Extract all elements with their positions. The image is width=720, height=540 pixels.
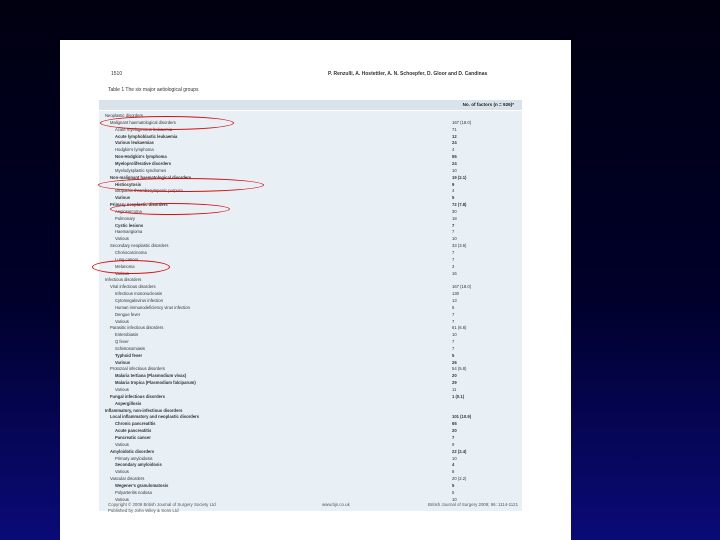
- table-row: [99, 462, 522, 468]
- row-value: 4: [452, 188, 455, 194]
- row-value: 11: [452, 387, 457, 392]
- table-row: [99, 449, 522, 455]
- row-label: Primary neoplastic disorders: [110, 202, 168, 207]
- highlight-ring-non-malignant-haematological: [98, 178, 264, 192]
- row-value: 9: [452, 441, 455, 447]
- footer-url: www.bjs.co.uk: [322, 502, 350, 507]
- row-label: Infectious mononucleosis: [115, 291, 163, 297]
- footer-copyright: Copyright © 2009 British Journal of Surgery Society Ltd: [108, 502, 216, 507]
- table-row: [99, 271, 522, 277]
- row-label: Acute lymphoblastic leukaemia: [115, 133, 178, 139]
- table-row: [99, 223, 522, 229]
- row-label: Malaria tropica (Plasmodium falciparum): [115, 380, 196, 386]
- table-row: [99, 360, 522, 366]
- table-row: [99, 421, 522, 427]
- row-value: 8: [452, 469, 455, 475]
- row-label: Various leukaemias: [115, 140, 154, 146]
- row-label: Wegener's granulomatosis: [115, 482, 169, 488]
- row-label: Malignant haematological disorders: [110, 119, 176, 125]
- row-value: 71: [452, 126, 457, 132]
- table-row: [99, 236, 522, 242]
- row-value: 1 (0.1): [452, 393, 465, 399]
- row-label: Non-Hodgkin's lymphoma: [115, 154, 167, 160]
- table-row: [99, 435, 522, 441]
- row-label: Chronic pancreatitis: [115, 421, 156, 427]
- row-value: 7: [452, 318, 455, 324]
- row-label: Pulmonary: [115, 215, 136, 221]
- row-label: Melanoma: [115, 263, 135, 269]
- row-label: Malaria tertiana (Plasmodium vivax): [115, 373, 187, 379]
- row-label: Q fever: [115, 339, 129, 344]
- row-value: 22 (2.4): [452, 448, 467, 454]
- table-row: [99, 353, 522, 359]
- table-row: [99, 319, 522, 325]
- table-row: [99, 229, 522, 235]
- table-row: [99, 154, 522, 160]
- row-label: Fungal infectious disorders: [110, 393, 165, 399]
- row-value: 130: [452, 291, 459, 297]
- table-row: [99, 442, 522, 448]
- table-row: [99, 325, 522, 331]
- table-row: [99, 387, 522, 393]
- row-value: 7: [452, 250, 455, 255]
- table-row: [99, 332, 522, 338]
- table-row: [99, 250, 522, 256]
- row-value: 7: [452, 256, 455, 262]
- footer-journal: British Journal of Surgery 2009; 96: 1114-1121: [428, 502, 519, 507]
- row-label: Various: [115, 195, 131, 201]
- row-value: 101 (10.9): [452, 414, 472, 420]
- row-value: 20: [452, 373, 457, 379]
- row-value: 9: [452, 181, 455, 187]
- row-value: 4: [452, 462, 455, 468]
- row-value: 20 (2.2): [452, 476, 467, 481]
- highlight-ring-neoplastic: [100, 116, 234, 130]
- table-row: [99, 490, 522, 496]
- row-label: Schistosomiasis: [115, 345, 146, 351]
- row-value: 20: [452, 428, 457, 434]
- journal-page: [60, 40, 571, 540]
- row-label: Lung cancer: [115, 256, 139, 262]
- row-label: Various: [115, 359, 131, 365]
- table-row: [99, 483, 522, 489]
- row-value: 7: [452, 345, 455, 351]
- row-value: 61 (6.6): [452, 325, 467, 331]
- row-value: 18: [452, 215, 457, 221]
- row-value: 24: [452, 160, 457, 166]
- column-header: No. of factors (n = 926)*: [462, 102, 514, 107]
- row-value: 10: [452, 236, 457, 242]
- table-row: [99, 277, 522, 283]
- table-row: [99, 373, 522, 379]
- table-row: [99, 456, 522, 462]
- row-value: 12: [452, 133, 457, 139]
- row-value: 5: [452, 195, 455, 201]
- row-label: Various: [115, 469, 129, 475]
- row-value: 33 (3.6): [452, 243, 467, 249]
- row-label: Aspergillosis: [115, 400, 142, 406]
- row-label: Various: [115, 236, 129, 242]
- table-row: [99, 134, 522, 140]
- row-value: 13: [452, 297, 457, 303]
- row-label: Acute pancreatitis: [115, 428, 152, 434]
- row-value: 10: [452, 455, 457, 461]
- row-label: Choriocarcinoma: [115, 250, 147, 255]
- row-label: Myelodysplastic syndromes: [115, 167, 167, 173]
- row-value: 7: [452, 434, 455, 440]
- row-label: Local inflammatory and neoplastic disorders: [110, 414, 200, 420]
- table-row: [99, 161, 522, 167]
- row-label: Haemangioma: [115, 229, 143, 235]
- table-row: [99, 394, 522, 400]
- row-value: 10: [452, 496, 457, 502]
- row-label: Human immunodeficiency virus infection: [115, 304, 190, 310]
- table-row: [99, 401, 522, 407]
- row-label: Typhoid fever: [115, 352, 143, 358]
- row-label: Pancreatic cancer: [115, 434, 151, 440]
- row-label: Viral infectious disorders: [110, 284, 156, 290]
- row-value: 5: [452, 489, 455, 495]
- row-label: Enterobiasis: [115, 332, 139, 338]
- row-value: 7: [452, 229, 455, 235]
- row-label: Neoplastic disorders: [105, 113, 143, 118]
- table-body: [99, 111, 522, 511]
- row-value: 5: [452, 482, 455, 488]
- row-value: 29: [452, 380, 457, 386]
- highlight-ring-infectious: [92, 260, 170, 274]
- table-row: [99, 408, 522, 414]
- row-label: Amyloidotic disorders: [110, 448, 155, 454]
- row-label: Parasitic infectious disorders: [110, 325, 164, 331]
- row-value: 4: [452, 147, 455, 153]
- row-label: Hodgkin's lymphoma: [115, 147, 154, 153]
- row-value: 26: [452, 359, 457, 365]
- row-label: Dengue fever: [115, 311, 141, 317]
- row-value: 7: [452, 222, 455, 228]
- row-label: Various: [115, 387, 129, 392]
- table-row: [99, 469, 522, 475]
- row-value: 3: [452, 263, 455, 269]
- row-label: Cytomegalovirus infection: [115, 297, 163, 303]
- row-label: Various: [115, 270, 129, 276]
- table-row: [99, 284, 522, 290]
- table-row: [99, 140, 522, 146]
- table-row: [99, 291, 522, 297]
- page-number: 1510: [111, 71, 123, 77]
- row-label: Various: [115, 496, 129, 502]
- row-label: Various: [115, 318, 129, 324]
- row-value: 16: [452, 270, 457, 276]
- row-value: 72 (7.8): [452, 202, 467, 207]
- table-row: [99, 414, 522, 420]
- table-row: [99, 380, 522, 386]
- table-row: [99, 147, 522, 153]
- row-label: Secondary amyloidosis: [115, 462, 162, 468]
- row-label: Histiocytosis: [115, 181, 142, 187]
- row-label: Secondary neoplastic disorders: [110, 243, 169, 249]
- running-header-authors: P. Renzulli, A. Hostettler, A. N. Schoepfer, D. Gloor and D. Candinas: [328, 71, 488, 77]
- row-value: 10: [452, 332, 457, 338]
- row-label: Non-malignant haematological disorders: [110, 174, 192, 180]
- row-label: Polyarteritis nodosa: [115, 489, 152, 495]
- row-value: 6: [452, 304, 455, 310]
- row-value: 10: [452, 167, 457, 173]
- highlight-ring-primary-neoplastic: [110, 203, 230, 215]
- row-label: Protozoal infectious disorders: [110, 366, 165, 372]
- row-value: 5: [452, 352, 455, 358]
- table-row: [99, 168, 522, 174]
- table-row: [99, 195, 522, 201]
- table-row: [99, 428, 522, 434]
- row-label: Acute myelogenous leukaemia: [115, 126, 173, 132]
- row-value: 30: [452, 208, 457, 214]
- row-value: 167 (18.0): [452, 119, 472, 125]
- row-label: Vascular disorders: [110, 476, 145, 481]
- row-label: Myeloproliferative disorders: [115, 160, 172, 166]
- table-row: [99, 305, 522, 311]
- row-label: Cystic lesions: [115, 222, 144, 228]
- table-header-bar: [99, 100, 522, 110]
- table-caption: Table 1 The six major aetiological groups: [108, 87, 199, 93]
- row-value: 24: [452, 140, 457, 146]
- table-row: [99, 476, 522, 482]
- table-row: [99, 298, 522, 304]
- table-row: [99, 312, 522, 318]
- row-value: 7: [452, 311, 455, 317]
- row-label: Angiosarcoma: [115, 208, 142, 214]
- table-row: [99, 339, 522, 345]
- row-value: 65: [452, 421, 457, 427]
- row-label: Idiopathic thrombocytopenic purpura: [115, 188, 183, 194]
- row-label: Inflammatory, non-infectious disorders: [105, 407, 183, 413]
- row-value: 167 (18.0): [452, 284, 472, 290]
- table-row: [99, 346, 522, 352]
- row-label: Various: [115, 441, 129, 447]
- table-row: [99, 366, 522, 372]
- row-value: 19 (2.1): [452, 174, 467, 180]
- footer-publisher: Published by John Wiley & Sons Ltd: [108, 508, 179, 513]
- row-value: 54 (5.8): [452, 366, 467, 372]
- row-label: Infectious disorders: [105, 277, 142, 283]
- row-label: Primary amyloidosis: [115, 455, 153, 461]
- row-value: 55: [452, 154, 457, 160]
- table-row: [99, 216, 522, 222]
- row-value: 7: [452, 339, 455, 344]
- table-row: [99, 243, 522, 249]
